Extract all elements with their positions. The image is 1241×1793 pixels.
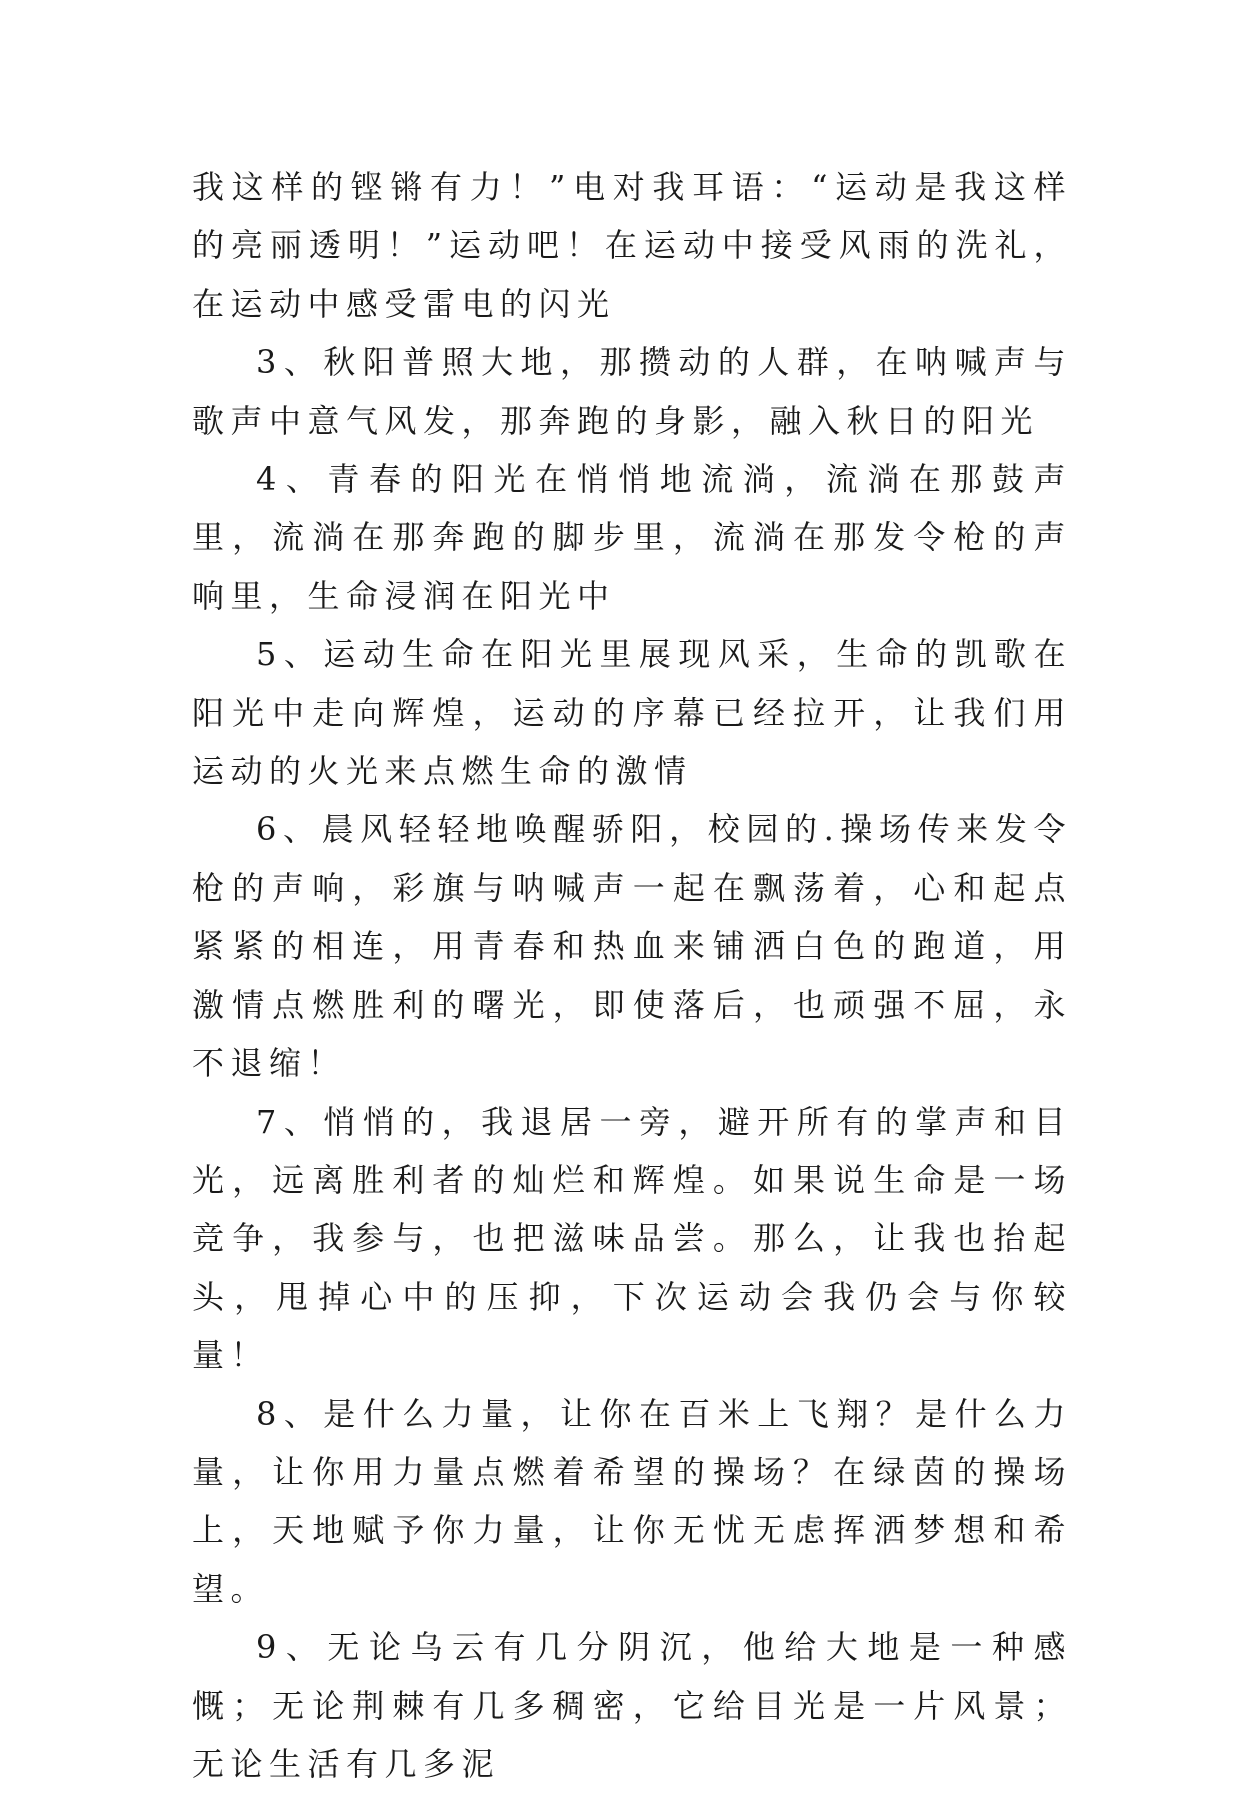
- paragraph-item-7: 7、悄悄的，我退居一旁，避开所有的掌声和目光，远离胜利者的灿烂和辉煌。如果说生命是一场竞争，我参与，也把滋味品尝。那么，让我也抬起头，甩掉心中的压抑，下次运动会我仍会与你较量！: [192, 1102, 1072, 1375]
- paragraph-item-6: 6、晨风轻轻地唤醒骄阳，校园的.操场传来发令枪的声响，彩旗与呐喊声一起在飘荡着，心和起点紧紧的相连，用青春和热血来铺洒白色的跑道，用激情点燃胜利的曙光，即使落后，也顽强不屈，永不退缩！: [192, 810, 1072, 1083]
- paragraph-item-5: 5、运动生命在阳光里展现风采，生命的凯歌在阳光中走向辉煌，运动的序幕已经拉开，让我们用运动的火光来点燃生命的激情: [192, 635, 1072, 791]
- paragraph-item-4: 4、青春的阳光在悄悄地流淌，流淌在那鼓声里，流淌在那奔跑的脚步里，流淌在那发令枪的声响里，生命浸润在阳光中: [192, 460, 1072, 615]
- paragraph-item-9: 9、无论乌云有几分阴沉，他给大地是一种感慨；无论荆棘有几多稠密，它给目光是一片风景；无论生活有几多泥: [192, 1628, 1072, 1783]
- paragraph-item-3: 3、秋阳普照大地，那攒动的人群，在呐喊声与歌声中意气风发，那奔跑的身影，融入秋日的阳光: [192, 343, 1072, 440]
- paragraph-item-8: 8、是什么力量，让你在百米上飞翔？是什么力量，让你用力量点燃着希望的操场？在绿茵的操场上，天地赋予你力量，让你无忧无虑挥洒梦想和希望。: [192, 1394, 1072, 1608]
- document-body: [192, 158, 1072, 1793]
- paragraph-continuation: 我这样的铿锵有力！”电对我耳语：“运动是我这样的亮丽透明！”运动吧！在运动中接受风雨的洗礼，在运动中感受雷电的闪光: [192, 168, 1072, 323]
